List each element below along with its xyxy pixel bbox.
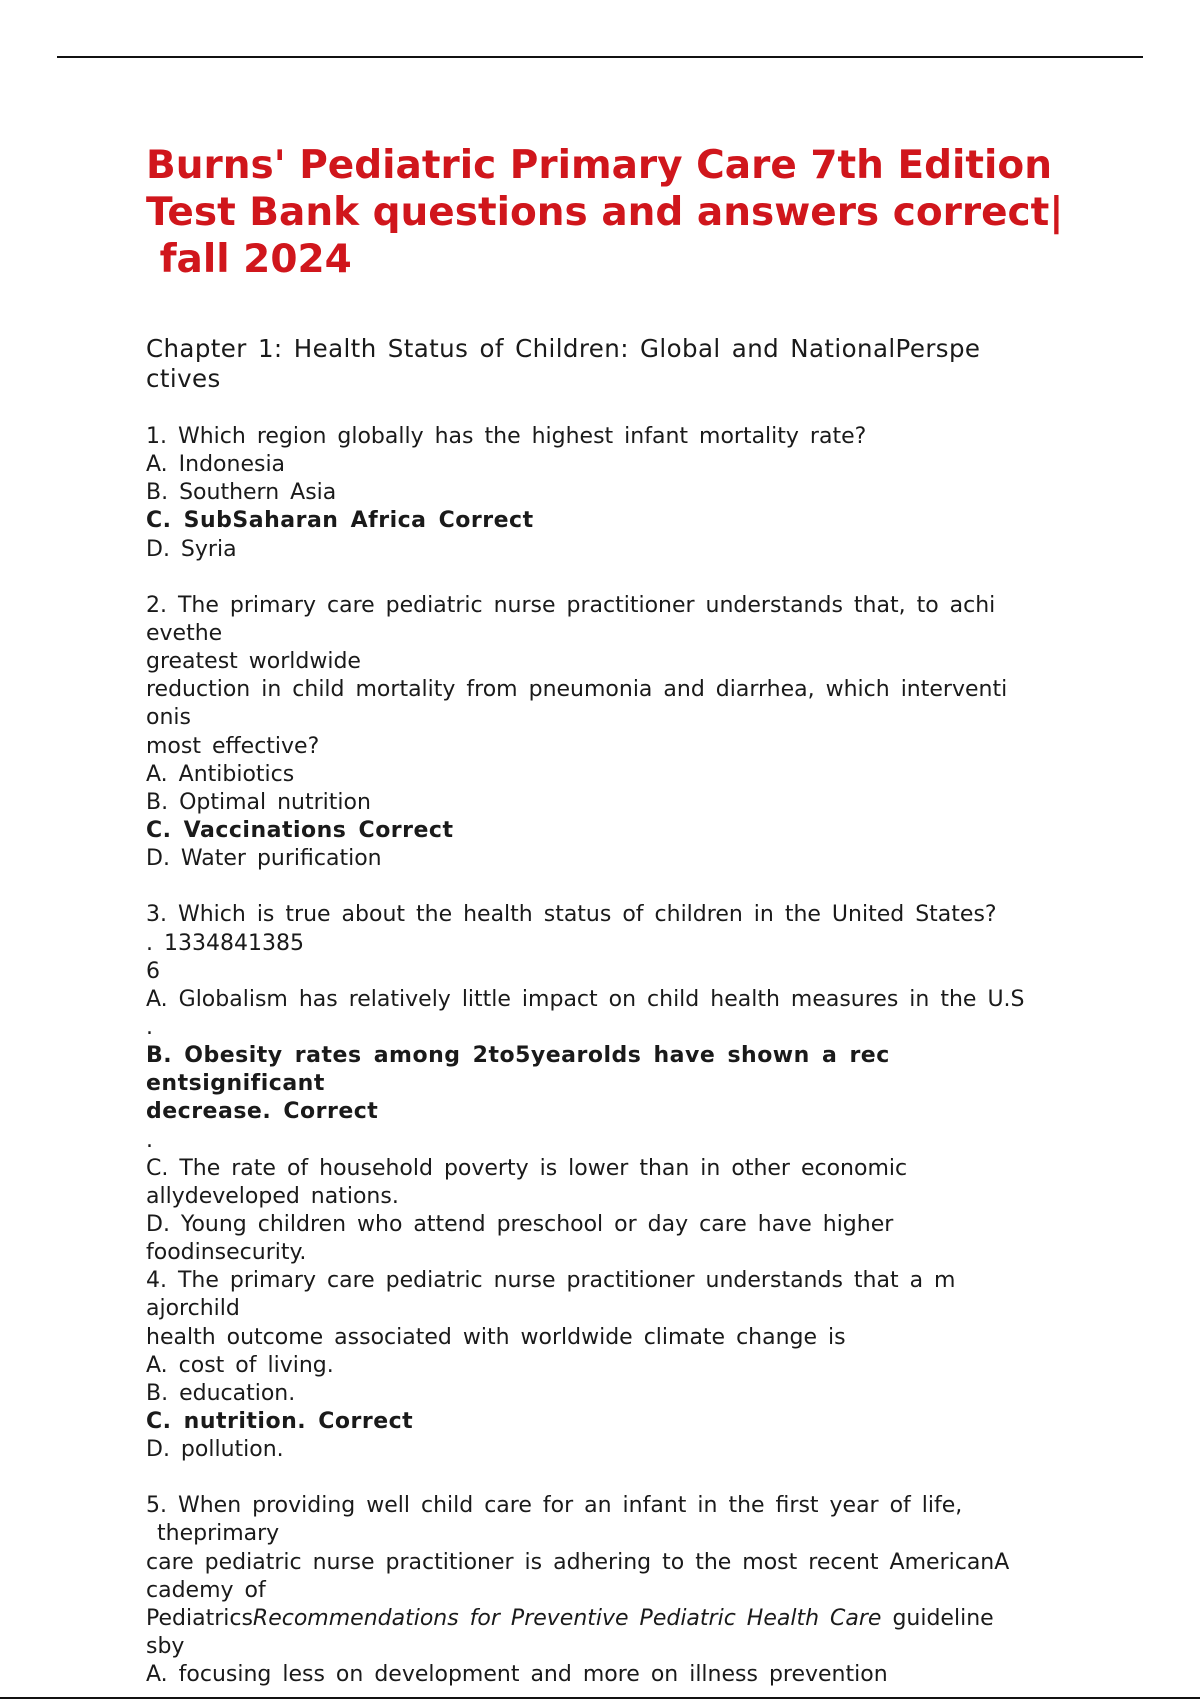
- answer-option: A. Antibiotics: [146, 761, 295, 787]
- correct-answer: C. SubSaharan Africa Correct: [146, 508, 534, 534]
- question-text: 5. When providing well child care for an infant in the first year of life,: [146, 1493, 963, 1519]
- question-text: . 1334841385: [146, 930, 304, 956]
- question-text: 2. The primary care pediatric nurse practitioner understands that, to achi: [146, 592, 996, 618]
- question-text: 3. Which is true about the health status of children in the United States?: [146, 902, 997, 928]
- answer-option: .: [146, 1014, 153, 1040]
- correct-answer: entsignificant: [146, 1071, 325, 1097]
- chapter-line: Chapter 1: Health Status of Children: Global and NationalPerspe: [146, 334, 981, 363]
- answer-option: D. pollution.: [146, 1437, 284, 1463]
- blank-line: [146, 564, 1146, 592]
- correct-answer: C. Vaccinations Correct: [146, 817, 454, 843]
- answer-option: foodinsecurity.: [146, 1240, 307, 1266]
- question-text: 4. The primary care pediatric nurse practitioner understands that a m: [146, 1268, 956, 1294]
- question-text: reduction in child mortality from pneumonia and diarrhea, which interventi: [146, 677, 1008, 703]
- correct-answer: C. nutrition. Correct: [146, 1408, 414, 1434]
- answer-option: B. Optimal nutrition: [146, 789, 371, 815]
- answer-option: B. Southern Asia: [146, 480, 337, 506]
- answer-option: .: [146, 1127, 153, 1153]
- document-title: [146, 142, 1146, 283]
- question-text: cademy of: [146, 1577, 266, 1603]
- blank-line: [146, 1464, 1146, 1492]
- answer-option: A. cost of living.: [146, 1352, 334, 1378]
- correct-answer: decrease. Correct: [146, 1099, 379, 1125]
- answer-option: allydeveloped nations.: [146, 1183, 399, 1209]
- question-text: most effective?: [146, 733, 320, 759]
- guideline-suffix: guideline: [881, 1605, 994, 1631]
- title-line: Test Bank questions and answers correct|: [146, 190, 1064, 235]
- question-text: health outcome associated with worldwide climate change is: [146, 1324, 846, 1350]
- header-rule: [57, 56, 1143, 58]
- question-text: 1. Which region globally has the highest infant mortality rate?: [146, 424, 867, 449]
- answer-option: D. Syria: [146, 536, 237, 562]
- question-text: sby: [146, 1634, 185, 1660]
- question-text: onis: [146, 705, 191, 731]
- answer-option: D. Young children who attend preschool or day care have higher: [146, 1211, 894, 1237]
- chapter-heading: [146, 334, 1146, 394]
- question-text-with-guideline: [146, 1605, 1146, 1633]
- question-text: theprimary: [146, 1521, 280, 1547]
- question-text: evethe: [146, 620, 223, 646]
- answer-option: A. Indonesia: [146, 452, 286, 478]
- guideline-prefix: Pediatrics: [146, 1605, 253, 1631]
- answer-option: A. Globalism has relatively little impact on child health measures in the U.S: [146, 986, 1025, 1012]
- title-line: fall 2024: [146, 237, 352, 282]
- answer-option: B. education.: [146, 1380, 296, 1406]
- answer-option: A. focusing less on development and more on illness prevention: [146, 1662, 888, 1688]
- guideline-title: Recommendations for Preventive Pediatric Health Care: [252, 1605, 882, 1631]
- answer-option: C. The rate of household poverty is lower than in other economic: [146, 1155, 908, 1181]
- question-text: greatest worldwide: [146, 649, 361, 675]
- blank-line: [146, 873, 1146, 901]
- title-line: Burns' Pediatric Primary Care 7th Edition: [146, 143, 1052, 188]
- question-text: 6: [146, 958, 160, 984]
- chapter-line: ctives: [146, 364, 221, 393]
- correct-answer: B. Obesity rates among 2to5yearolds have shown a rec: [146, 1043, 890, 1069]
- question-list: [146, 423, 1146, 1689]
- footer-rule: [0, 1697, 1200, 1699]
- question-text: ajorchild: [146, 1296, 240, 1322]
- question-text: care pediatric nurse practitioner is adhering to the most recent AmericanA: [146, 1549, 1010, 1575]
- answer-option: D. Water purification: [146, 846, 382, 872]
